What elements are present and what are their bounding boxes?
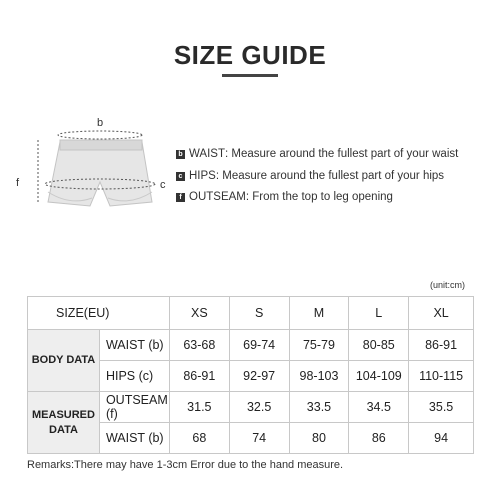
waist-measure-line: [58, 131, 142, 139]
size-m: M: [289, 297, 349, 330]
table-cell: 86: [349, 423, 409, 454]
table-cell: 75-79: [289, 330, 349, 361]
page-title: SIZE GUIDE: [173, 40, 327, 70]
table-cell: 104-109: [349, 361, 409, 392]
tag-b: b: [176, 150, 185, 159]
legend-hips-desc: Measure around the fullest part of your hips: [222, 170, 445, 182]
shorts-waistband: [60, 140, 142, 150]
legend-outseam-desc: From the top to leg opening: [252, 191, 393, 203]
size-xl: XL: [409, 297, 474, 330]
table-cell: 86-91: [169, 361, 229, 392]
legend-hips-name: HIPS: [189, 170, 216, 182]
table-cell: 94: [409, 423, 474, 454]
table-row: [28, 392, 474, 423]
table-cell: 92-97: [229, 361, 289, 392]
table-cell: 32.5: [229, 392, 289, 423]
table-cell: 86-91: [409, 330, 474, 361]
shorts-diagram: [10, 110, 180, 230]
table-cell: 98-103: [289, 361, 349, 392]
title-underline: [222, 74, 278, 77]
table-cell: 35.5: [409, 392, 474, 423]
size-l: L: [349, 297, 409, 330]
table-cell: 80: [289, 423, 349, 454]
remarks-text: Remarks:There may have 1-3cm Error due to the hand measure.: [27, 459, 344, 471]
shorts-body: [48, 142, 152, 206]
size-eu-label: SIZE(EU): [28, 297, 170, 330]
tag-c: c: [176, 172, 185, 181]
unit-label: (unit:cm): [430, 280, 466, 290]
row-label: WAIST (b): [99, 330, 169, 361]
table-row: [28, 330, 474, 361]
size-table: [27, 296, 474, 454]
row-label: OUTSEAM (f): [99, 392, 169, 423]
measured-data-label: MEASURED DATA: [28, 392, 100, 454]
table-cell: 31.5: [169, 392, 229, 423]
legend-waist: b WAIST : Measure around the fullest part of your waist: [176, 148, 458, 160]
label-b: b: [97, 117, 104, 129]
size-header-row: [28, 297, 474, 330]
row-label: WAIST (b): [99, 423, 169, 454]
table-cell: 33.5: [289, 392, 349, 423]
legend-waist-name: WAIST: [189, 148, 225, 160]
label-f: f: [16, 177, 20, 189]
size-xs: XS: [169, 297, 229, 330]
legend-outseam: f OUTSEAM : From the top to leg opening: [176, 191, 393, 203]
legend-waist-desc: Measure around the fullest part of your waist: [231, 148, 459, 160]
tag-f: f: [176, 193, 185, 202]
table-cell: 80-85: [349, 330, 409, 361]
table-cell: 74: [229, 423, 289, 454]
body-data-label: BODY DATA: [28, 330, 100, 392]
table-cell: 110-115: [409, 361, 474, 392]
size-s: S: [229, 297, 289, 330]
row-label: HIPS (c): [99, 361, 169, 392]
table-cell: 69-74: [229, 330, 289, 361]
table-cell: 63-68: [169, 330, 229, 361]
table-cell: 34.5: [349, 392, 409, 423]
legend-outseam-name: OUTSEAM: [189, 191, 246, 203]
label-c: c: [160, 179, 166, 191]
legend-hips: c HIPS : Measure around the fullest part of your hips: [176, 170, 444, 182]
table-cell: 68: [169, 423, 229, 454]
